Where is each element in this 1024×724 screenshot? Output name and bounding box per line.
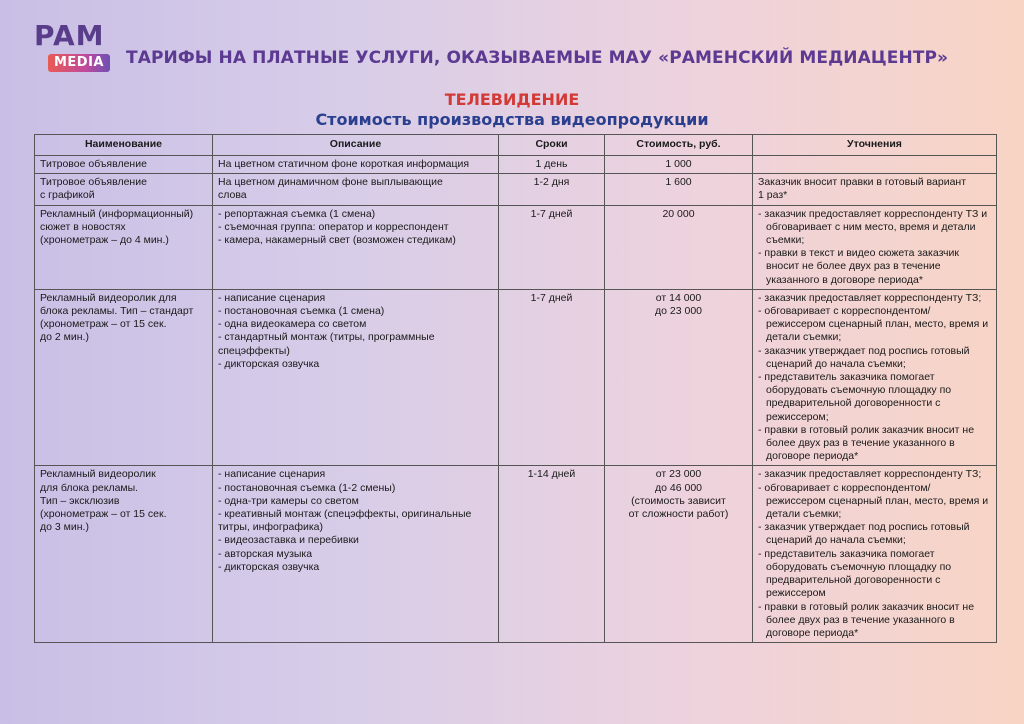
section-subtitle: Стоимость производства видеопродукции <box>315 110 709 129</box>
cell-description-line: - написание сценария <box>218 291 326 304</box>
table-row <box>35 466 997 643</box>
column-header-term: Сроки <box>499 135 605 156</box>
cell-description-line: - постановочная съемка (1 смена) <box>218 305 385 318</box>
column-header-notes: Уточнения <box>753 135 997 156</box>
cell-description-line: - камера, накамерный свет (возможен стедикам) <box>218 234 456 247</box>
cell-price <box>605 289 753 466</box>
cell-term: 1-2 дня <box>499 174 605 205</box>
cell-description-line: На цветном статичном фоне короткая информация <box>218 158 470 170</box>
cell-notes-line: - правки в текст и видео сюжета заказчик вносит не более двух раз в течение указанного в договоре периода* <box>758 247 959 286</box>
cell-notes <box>753 205 997 289</box>
cell-price-line: от сложности работ) <box>628 508 729 521</box>
cell-description <box>213 174 499 205</box>
cell-description-line: - креативный монтаж (спецэффекты, оригинальные титры, инфографика) <box>218 508 472 534</box>
cell-notes-line: - правки в готовый ролик заказчик вносит не более двух раз в течение указанного в договоре периода* <box>758 423 975 463</box>
cell-description-line: - одна-три камеры со светом <box>218 494 359 507</box>
cell-name <box>35 156 213 174</box>
cell-notes-line: - заказчик предоставляет корреспонденту ТЗ и обговаривает с ним место, время и детали съемки; <box>758 207 988 247</box>
cell-notes-line: - представитель заказчика помогает оборудовать съемочную площадку по предварительной договоренности с режиссером <box>758 547 952 600</box>
cell-name-line: Тип – эксклюзив <box>40 494 120 507</box>
logo-wordmark: PAM <box>34 19 105 52</box>
cell-name-line: сюжет в новостях <box>40 220 126 233</box>
table-row <box>35 156 997 174</box>
cell-term: 1-14 дней <box>499 466 605 643</box>
cell-name <box>35 174 213 205</box>
cell-description-line: - съемочная группа: оператор и корреспондент <box>218 220 449 233</box>
cell-name-line: до 3 мин.) <box>40 521 89 534</box>
table-row <box>35 174 997 205</box>
cell-term: 1 день <box>499 156 605 174</box>
cell-name-line: для блока рекламы. <box>40 481 139 494</box>
cell-name-line: Титровое объявление <box>40 176 147 189</box>
cell-notes-line: - заказчик утверждает под роспись готовый сценарий до начала съемки; <box>758 521 970 547</box>
cell-name-line: (хронометраж – от 15 сек. <box>40 318 167 331</box>
cell-name-line: Рекламный видеоролик для <box>40 291 177 304</box>
cell-name-line: блока рекламы. Тип – стандарт <box>40 305 194 318</box>
cell-description-line: На цветном динамичном фоне выплывающие <box>218 176 443 189</box>
cell-name <box>35 466 213 643</box>
cell-term: 1-7 дней <box>499 289 605 466</box>
section-title: ТЕЛЕВИДЕНИЕ <box>444 90 580 109</box>
cell-notes <box>753 174 997 205</box>
cell-notes <box>753 466 997 643</box>
cell-price <box>605 205 753 289</box>
cell-description-line: - видеозаставка и перебивки <box>218 534 359 547</box>
cell-description-line: - репортажная съемка (1 смена) <box>218 207 376 220</box>
cell-notes-line: - обговаривает с корреспондентом/ режиссером сценарный план, место, время и детали съемки; <box>758 305 989 344</box>
cell-name-line: Рекламный (информационный) <box>40 207 194 220</box>
cell-notes <box>753 156 997 174</box>
cell-price-line: от 14 000 <box>655 291 702 304</box>
cell-notes-line: - представитель заказчика помогает оборудовать съемочную площадку по предварительной договоренности с режиссером; <box>758 371 952 423</box>
column-header-description: Описание <box>213 135 499 156</box>
cell-name-line: с графикой <box>40 189 95 202</box>
cell-description-line: - авторская музыка <box>218 547 313 560</box>
cell-price-line: (стоимость зависит <box>631 494 726 507</box>
cell-price-line: 20 000 <box>662 207 695 220</box>
cell-price-line: до 23 000 <box>655 305 702 318</box>
cell-description-line: слова <box>218 189 247 202</box>
cell-description-line: - дикторская озвучка <box>218 560 320 573</box>
column-header-price: Стоимость, руб. <box>605 135 753 156</box>
cell-term: 1-7 дней <box>499 205 605 289</box>
column-header-name: Наименование <box>35 135 213 156</box>
cell-description <box>213 156 499 174</box>
cell-price <box>605 466 753 643</box>
cell-name-line: (хронометраж – до 4 мин.) <box>40 234 169 247</box>
cell-price-line: от 23 000 <box>655 468 702 481</box>
logo-badge: MEDIA <box>48 54 110 72</box>
cell-description-line: - одна видеокамера со светом <box>218 318 367 331</box>
cell-notes-line: 1 раз* <box>758 189 788 202</box>
cell-name <box>35 289 213 466</box>
cell-notes <box>753 289 997 466</box>
cell-notes-line: - заказчик утверждает под роспись готовый сценарий до начала съемки; <box>758 344 970 370</box>
cell-description <box>213 466 499 643</box>
cell-notes-line: - обговаривает с корреспондентом/ режиссером сценарный план, место, время и детали съемки; <box>758 481 989 521</box>
cell-notes-line: - правки в готовый ролик заказчик вносит не более двух раз в течение указанного в договоре периода* <box>758 600 975 639</box>
cell-price-line: до 46 000 <box>655 481 702 494</box>
cell-price-line: 1 000 <box>665 158 692 170</box>
cell-name-line: (хронометраж – от 15 сек. <box>40 508 167 521</box>
cell-price-line: 1 600 <box>665 176 692 189</box>
page-title: ТАРИФЫ НА ПЛАТНЫЕ УСЛУГИ, ОКАЗЫВАЕМЫЕ МАУ «РАМЕНСКИЙ МЕДИАЦЕНТР» <box>126 48 949 68</box>
cell-description-line: - написание сценария <box>218 468 326 481</box>
cell-name <box>35 205 213 289</box>
cell-price <box>605 174 753 205</box>
cell-name-line: Рекламный видеоролик <box>40 468 156 481</box>
tariff-table <box>34 134 997 643</box>
table-header-row <box>35 135 997 156</box>
cell-description <box>213 289 499 466</box>
cell-description <box>213 205 499 289</box>
cell-name-line: Титровое объявление <box>40 158 147 170</box>
cell-notes-line: Заказчик вносит правки в готовый вариант <box>758 176 967 189</box>
cell-notes-line: - заказчик предоставляет корреспонденту ТЗ; <box>758 468 982 481</box>
cell-price <box>605 156 753 174</box>
cell-description-line: - дикторская озвучка <box>218 357 320 370</box>
cell-description-line: - стандартный монтаж (титры, программные спецэффекты) <box>218 331 435 357</box>
cell-description-line: - постановочная съемка (1-2 смены) <box>218 481 396 494</box>
table-row <box>35 289 997 466</box>
cell-name-line: до 2 мин.) <box>40 331 89 344</box>
table-row <box>35 205 997 289</box>
cell-notes-line: - заказчик предоставляет корреспонденту ТЗ; <box>758 291 982 304</box>
logo <box>34 20 116 78</box>
